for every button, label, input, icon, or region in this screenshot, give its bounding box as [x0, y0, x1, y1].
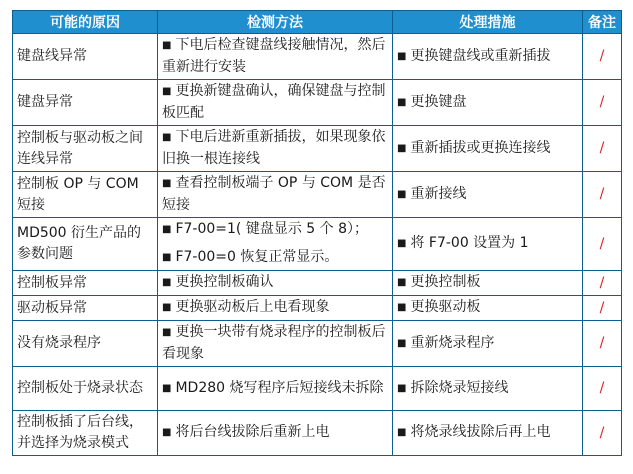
action-text: 重新接线	[410, 185, 467, 202]
check-method-cell	[158, 126, 393, 172]
check-method-text: F7-00=0 恢复正常显示。	[175, 249, 339, 265]
bullet-square-icon: ■	[397, 188, 407, 200]
table-row	[13, 172, 622, 218]
note-cell: /	[583, 172, 622, 218]
action-text: 更换控制板	[410, 274, 481, 290]
note-cell: /	[583, 367, 622, 411]
bullet-square-icon: ■	[162, 86, 172, 97]
check-method-text: 更换新键盘确认，确保键盘与控制板匹配	[162, 83, 386, 121]
check-method-cell	[158, 34, 393, 80]
check-method-cell	[158, 321, 393, 367]
cause-cell: 控制板插了后台线，并选择为烧录模式	[13, 411, 158, 456]
cause-cell: 没有烧录程序	[13, 321, 158, 367]
note-cell: /	[583, 80, 622, 126]
check-method-cell	[158, 411, 393, 456]
check-method-cell	[158, 367, 393, 411]
action-cell	[393, 321, 583, 367]
bullet-square-icon: ■	[162, 327, 172, 338]
action-text: 拆除烧录短接线	[410, 379, 509, 396]
check-method-cell	[158, 172, 393, 218]
bullet-square-icon: ■	[162, 40, 172, 51]
table-row	[13, 218, 622, 271]
action-cell	[393, 172, 583, 218]
note-cell: /	[583, 296, 622, 321]
check-method-item	[162, 272, 388, 294]
table-row	[13, 367, 622, 411]
bullet-square-icon: ■	[162, 427, 172, 438]
check-method-text: 下电后进新重新插拔，如果现象依旧换一根连接线	[162, 129, 386, 167]
cause-cell: 键盘异常	[13, 80, 158, 126]
bullet-square-icon: ■	[397, 337, 407, 349]
bullet-square-icon: ■	[397, 427, 407, 438]
table-row	[13, 34, 622, 80]
table-row	[13, 80, 622, 126]
bullet-square-icon: ■	[397, 382, 407, 394]
bullet-square-icon: ■	[162, 224, 172, 235]
header-action: 处理措施	[393, 11, 583, 34]
action-text: 将烧录线拔除后再上电	[410, 424, 551, 440]
check-method-item	[162, 219, 388, 241]
bullet-square-icon: ■	[162, 382, 172, 394]
check-method-text: 更换控制板确认	[175, 274, 274, 290]
troubleshooting-table	[12, 10, 622, 456]
check-method-item	[162, 81, 388, 124]
check-method-text: 更换驱动板后上电看现象	[175, 299, 330, 315]
action-cell	[393, 34, 583, 80]
check-method-item	[162, 297, 388, 319]
cause-cell: 控制板 OP 与 COM 短接	[13, 172, 158, 218]
check-method-text: 将后台线拔除后重新上电	[175, 424, 330, 440]
bullet-square-icon: ■	[162, 178, 172, 189]
check-method-text: 查看控制板端子 OP 与 COM 是否短接	[162, 175, 386, 213]
note-cell: /	[583, 271, 622, 296]
check-method-item	[162, 35, 388, 78]
cause-cell: 控制板与驱动板之间连线异常	[13, 126, 158, 172]
cause-cell: 驱动板异常	[13, 296, 158, 321]
header-row	[13, 11, 622, 34]
check-method-text: F7-00=1( 键盘显示 5 个 8）；	[175, 221, 368, 237]
header-cause: 可能的原因	[13, 11, 158, 34]
check-method-cell	[158, 271, 393, 296]
bullet-square-icon: ■	[162, 277, 172, 288]
table-row	[13, 321, 622, 367]
check-method-item	[162, 173, 388, 216]
action-cell	[393, 126, 583, 172]
action-cell	[393, 218, 583, 271]
note-cell: /	[583, 126, 622, 172]
action-text: 更换驱动板	[410, 299, 481, 315]
bullet-square-icon: ■	[397, 50, 407, 62]
table-row	[13, 411, 622, 456]
check-method-item	[162, 422, 388, 444]
action-text: 重新插拔或更换连接线	[410, 139, 551, 156]
check-method-item	[162, 247, 388, 269]
action-text: 更换键盘线或重新插拔	[410, 47, 551, 64]
bullet-square-icon: ■	[397, 142, 407, 154]
action-text: 重新烧录程序	[410, 334, 495, 351]
cause-cell: 控制板处于烧录状态	[13, 367, 158, 411]
action-text: 将 F7-00 设置为 1	[410, 235, 529, 251]
action-cell	[393, 411, 583, 456]
check-method-item	[162, 127, 388, 170]
bullet-square-icon: ■	[162, 302, 172, 313]
header-note: 备注	[583, 11, 622, 34]
action-cell	[393, 296, 583, 321]
note-cell: /	[583, 218, 622, 271]
cause-cell: 控制板异常	[13, 271, 158, 296]
note-cell: /	[583, 411, 622, 456]
table-row	[13, 271, 622, 296]
check-method-item	[162, 378, 388, 400]
note-cell: /	[583, 34, 622, 80]
check-method-text: MD280 烧写程序后短接线未拆除	[175, 379, 384, 396]
action-cell	[393, 367, 583, 411]
bullet-square-icon: ■	[397, 96, 407, 108]
note-cell: /	[583, 321, 622, 367]
check-method-cell	[158, 218, 393, 271]
header-check-method: 检测方法	[158, 11, 393, 34]
check-method-text: 更换一块带有烧录程序的控制板后看现象	[162, 324, 386, 362]
action-cell	[393, 271, 583, 296]
table-row	[13, 296, 622, 321]
action-cell	[393, 80, 583, 126]
check-method-cell	[158, 296, 393, 321]
bullet-square-icon: ■	[162, 252, 172, 263]
cause-cell: 键盘线异常	[13, 34, 158, 80]
check-method-cell	[158, 80, 393, 126]
bullet-square-icon: ■	[397, 238, 407, 249]
cause-cell: MD500 衍生产品的参数问题	[13, 218, 158, 271]
bullet-square-icon: ■	[397, 302, 407, 313]
check-method-text: 下电后检查键盘线接触情况，然后重新进行安装	[162, 37, 386, 75]
table-row	[13, 126, 622, 172]
check-method-item	[162, 322, 388, 365]
bullet-square-icon: ■	[397, 277, 407, 288]
action-text: 更换键盘	[410, 93, 467, 110]
bullet-square-icon: ■	[162, 132, 172, 143]
